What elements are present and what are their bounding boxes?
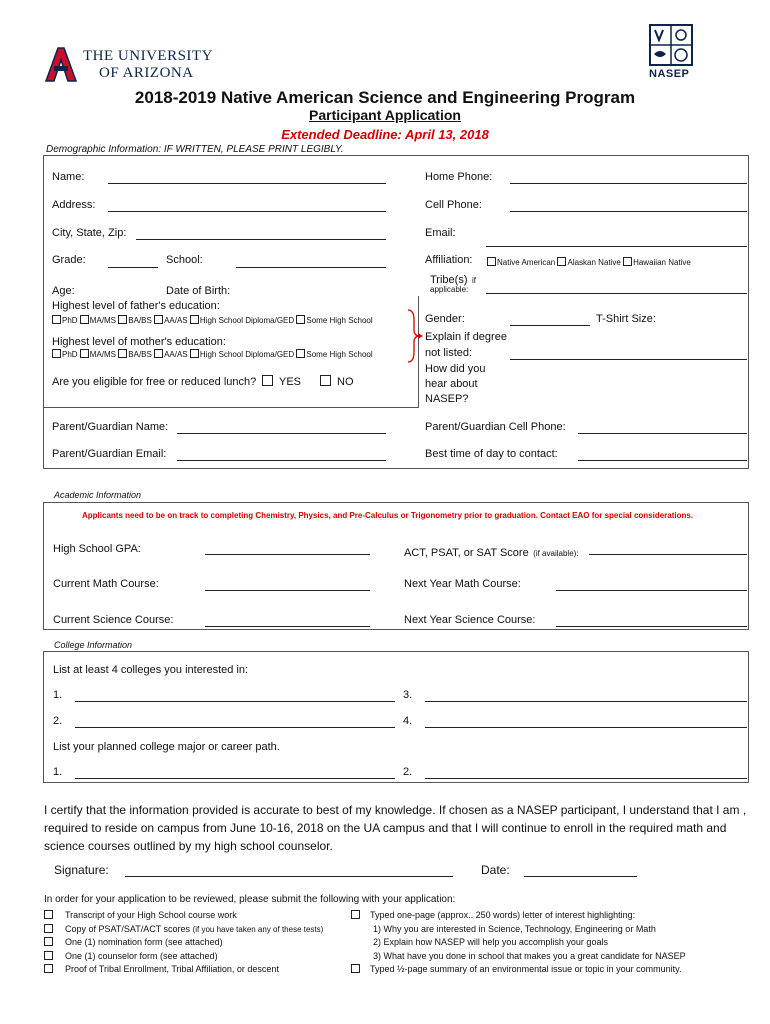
school-label: School: [166, 254, 203, 266]
father-edu-checkbox-aa[interactable] [154, 315, 163, 324]
gpa-input[interactable] [205, 554, 370, 555]
hear-label-2: hear about [425, 378, 478, 390]
edu-option-label: Some High School [306, 350, 373, 359]
counselor-checkbox[interactable] [44, 951, 53, 960]
age-label: Age: [52, 285, 75, 297]
checklist-label: Typed ½-page summary of an environmental issue or topic in your community. [370, 964, 682, 974]
guardian-name-label: Parent/Guardian Name: [52, 421, 169, 433]
affiliation-checkbox-alaskan-native[interactable] [557, 257, 566, 266]
math-input[interactable] [205, 590, 370, 591]
college-3-input[interactable] [425, 701, 747, 702]
tribal-proof-checkbox[interactable] [44, 964, 53, 973]
tribe-label-text: Tribe(s) [430, 274, 468, 286]
affiliation-checkbox-hawaiian-native[interactable] [623, 257, 632, 266]
guardian-cell-label: Parent/Guardian Cell Phone: [425, 421, 566, 433]
signature-label: Signature: [54, 863, 109, 877]
explain-degree-input[interactable] [510, 359, 747, 360]
page-title: 2018-2019 Native American Science and Engineering Program [134, 88, 636, 107]
home-phone-input[interactable] [510, 183, 747, 184]
city-label: City, State, Zip: [52, 227, 127, 239]
demographic-note: Demographic Information: IF WRITTEN, PLEASE PRINT LEGIBLY. [46, 144, 344, 155]
list-item [44, 923, 323, 937]
explain-label-1: Explain if degree [425, 331, 507, 343]
cell-phone-input[interactable] [510, 211, 747, 212]
father-education-options [52, 315, 373, 325]
next-science-label: Next Year Science Course: [404, 614, 536, 626]
college-num-4: 4. [403, 715, 413, 727]
edu-option-label: PhD [62, 350, 78, 359]
edu-option-label: BA/BS [128, 350, 152, 359]
list-item [351, 909, 686, 923]
list-item: 2) Explain how NASEP will help you accomplish your goals [373, 937, 608, 947]
academic-section [43, 502, 749, 630]
school-input[interactable] [236, 267, 386, 268]
major-1-input[interactable] [75, 778, 395, 779]
checklist-label: Transcript of your High School course work [65, 910, 237, 920]
affiliation-option-label: Hawaiian Native [633, 258, 691, 267]
mother-edu-checkbox-ba[interactable] [118, 349, 127, 358]
major-2-input[interactable] [425, 778, 747, 779]
lunch-yes-checkbox[interactable] [262, 375, 273, 386]
tribe-input[interactable] [486, 293, 747, 294]
address-label: Address: [52, 199, 96, 211]
certify-line-2: required to reside on campus from June 10-16, 2018 on the UA campus and that I will continue to enroll in the required math and [44, 821, 727, 835]
guardian-email-input[interactable] [177, 460, 386, 461]
affiliation-option-label: Alaskan Native [567, 258, 621, 267]
nasep-emblem-icon [649, 24, 693, 66]
grade-input[interactable] [108, 267, 158, 268]
colleges-prompt: List at least 4 colleges you interested in: [53, 664, 249, 676]
act-label-small: (if available): [533, 549, 579, 558]
name-input[interactable] [108, 183, 386, 184]
date-label: Date: [481, 863, 510, 877]
demographic-inner-border [43, 407, 419, 408]
checklist-label: Typed one-page (approx.. 250 words) letter of interest highlighting: [370, 910, 636, 920]
next-math-label: Next Year Math Course: [404, 578, 521, 590]
submit-left-list [44, 909, 323, 977]
date-input[interactable] [524, 876, 637, 877]
lunch-yes-label: YES [279, 376, 302, 388]
dob-label: Date of Birth: [166, 285, 231, 297]
next-math-input[interactable] [556, 590, 747, 591]
list-item: 3) What have you done in school that makes you a great candidate for NASEP [373, 950, 686, 961]
father-edu-checkbox-some-hs[interactable] [296, 315, 305, 324]
list-item [44, 936, 323, 950]
city-input[interactable] [136, 239, 386, 240]
father-education-label: Highest level of father's education: [52, 300, 220, 312]
letter-checkbox[interactable] [351, 910, 360, 919]
edu-option-label: AA/AS [164, 350, 188, 359]
math-label: Current Math Course: [53, 578, 159, 590]
ua-logo [43, 46, 213, 86]
list-item [44, 950, 323, 964]
tribe-label-if: if [471, 276, 476, 285]
home-phone-label: Home Phone: [425, 171, 493, 183]
major-num-2: 2. [403, 766, 413, 778]
major-num-1: 1. [53, 766, 63, 778]
hear-label-1: How did you [425, 363, 486, 375]
nomination-checkbox[interactable] [44, 937, 53, 946]
edu-option-label: Some High School [306, 316, 373, 325]
lunch-question: Are you eligible for free or reduced lunch? [52, 376, 257, 388]
father-edu-checkbox-ba[interactable] [118, 315, 127, 324]
checklist-label: Copy of PSAT/SAT/ACT scores [65, 923, 191, 934]
hear-label-3: NASEP? [425, 393, 469, 405]
list-item: 1) Why you are interested in Science, Technology, Engineering or Math [373, 923, 656, 934]
act-input[interactable] [589, 554, 747, 555]
edu-option-label: PhD [62, 316, 78, 325]
mother-education-options [52, 349, 373, 359]
gender-label: Gender: [425, 313, 465, 325]
college-4-input[interactable] [425, 727, 747, 728]
grade-label: Grade: [52, 254, 86, 266]
transcript-checkbox[interactable] [44, 910, 53, 919]
best-time-label: Best time of day to contact: [425, 448, 558, 460]
lunch-no-label: NO [337, 376, 354, 388]
affiliation-option-label: Native American [497, 258, 556, 267]
tshirt-label: T-Shirt Size: [596, 313, 656, 325]
college-num-2: 2. [53, 715, 63, 727]
college-num-3: 3. [403, 689, 413, 701]
mother-edu-checkbox-phd[interactable] [52, 349, 61, 358]
lunch-no-checkbox[interactable] [320, 375, 331, 386]
checklist-label: One (1) nomination form (see attached) [65, 937, 223, 947]
college-2-input[interactable] [75, 727, 395, 728]
scores-checkbox[interactable] [44, 924, 53, 933]
guardian-name-input[interactable] [177, 433, 386, 434]
list-item [44, 963, 323, 977]
guardian-email-label: Parent/Guardian Email: [52, 448, 167, 460]
major-prompt: List your planned college major or career path. [53, 741, 280, 753]
explain-label-2: not listed: [425, 347, 473, 359]
cell-phone-label: Cell Phone: [425, 199, 482, 211]
summary-checkbox[interactable] [351, 964, 360, 973]
nasep-logo [646, 24, 696, 84]
college-heading: College Information [54, 640, 133, 650]
submit-right-list [351, 909, 686, 977]
edu-option-label: AA/AS [164, 316, 188, 325]
edu-option-label: MA/MS [89, 350, 117, 359]
ua-name-line2: OF ARIZONA [99, 65, 194, 81]
edu-option-label: High School Diploma/GED [199, 316, 295, 325]
affiliation-label: Affiliation: [425, 254, 473, 266]
email-label: Email: [425, 227, 456, 239]
mother-edu-checkbox-ma[interactable] [80, 349, 89, 358]
mother-edu-checkbox-aa[interactable] [154, 349, 163, 358]
father-edu-checkbox-hs[interactable] [190, 315, 199, 324]
gender-input[interactable] [510, 325, 590, 326]
deadline-text: Extended Deadline: April 13, 2018 [281, 127, 489, 142]
list-item [44, 909, 323, 923]
address-input[interactable] [108, 211, 386, 212]
brace-arrow-icon [404, 308, 424, 364]
ua-name-line1: THE UNIVERSITY [83, 48, 213, 64]
best-time-input[interactable] [578, 460, 747, 461]
academic-note: Applicants need to be on track to completing Chemistry, Physics, and Pre-Calculus or Trigonometry prior to graduation. Contact EAO for special considerations. [82, 511, 694, 520]
guardian-cell-input[interactable] [578, 433, 747, 434]
mother-education-label: Highest level of mother's education: [52, 336, 226, 348]
college-num-1: 1. [53, 689, 63, 701]
name-label: Name: [52, 171, 85, 183]
page-subtitle: Participant Application [309, 107, 461, 123]
ua-a-icon [43, 46, 79, 82]
affiliation-checkbox-native-american[interactable] [487, 257, 496, 266]
next-science-input[interactable] [556, 626, 747, 627]
college-1-input[interactable] [75, 701, 395, 702]
science-label: Current Science Course: [53, 614, 174, 626]
checklist-label: Proof of Tribal Enrollment, Tribal Affiliation, or descent [65, 964, 279, 974]
list-item [351, 963, 686, 977]
edu-option-label: BA/BS [128, 316, 152, 325]
checklist-label-small: (if you have taken any of these tests) [192, 924, 324, 934]
father-edu-checkbox-phd[interactable] [52, 315, 61, 324]
certify-line-1: I certify that the information provided is accurate to best of my knowledge. If chosen as a NASEP participant, I understand that I am , [44, 803, 747, 817]
science-input[interactable] [205, 626, 370, 627]
tribe-applicable-label: applicable: [430, 285, 469, 294]
submit-intro: In order for your application to be reviewed, please submit the following with your application: [44, 894, 456, 905]
signature-input[interactable] [125, 876, 453, 877]
nasep-logo-text: NASEP [649, 68, 690, 80]
act-label-text: ACT, PSAT, or SAT Score [404, 547, 529, 559]
act-label [404, 543, 579, 561]
academic-heading: Academic Information [54, 490, 142, 500]
certify-line-3: science courses outlined by my high school counselor. [44, 839, 333, 853]
mother-edu-checkbox-hs[interactable] [190, 349, 199, 358]
checklist-label: One (1) counselor form (see attached) [65, 950, 218, 961]
edu-option-label: MA/MS [89, 316, 117, 325]
edu-option-label: High School Diploma/GED [199, 350, 295, 359]
email-input[interactable] [486, 246, 747, 247]
affiliation-options [487, 257, 691, 267]
father-edu-checkbox-ma[interactable] [80, 315, 89, 324]
mother-edu-checkbox-some-hs[interactable] [296, 349, 305, 358]
gpa-label: High School GPA: [53, 543, 141, 555]
